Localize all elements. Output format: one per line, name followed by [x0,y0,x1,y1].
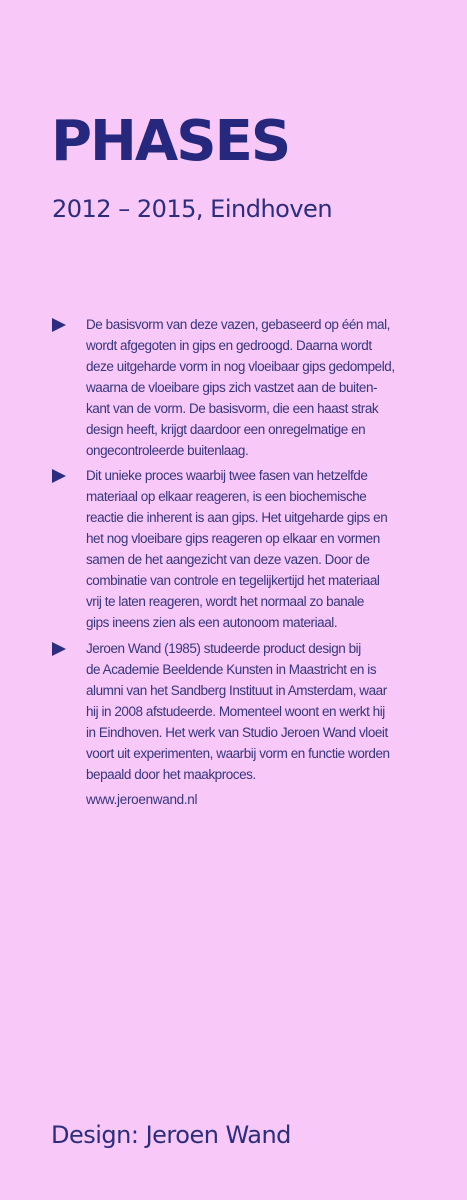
website-link[interactable]: www.jeroenwand.nl [86,792,198,807]
triangle-right-icon [52,642,66,656]
page-title: PHASES [51,109,290,174]
triangle-right-icon [52,469,66,483]
paragraph-text: Dit unieke proces waarbij twee fasen van hetzelfde materiaal op elkaar reageren, is een biochemische reactie die inherent is aan gips. Het uitgeharde gips en het nog vloeibare gips reageren op elkaar en vormen samen de het aangezicht van deze vazen. Door de combinatie van controle en tegelijkertijd het materiaal vrij te laten reageren, wordt het normaal zo banale gips ineens zien als een autonoom materiaal. [86,468,388,630]
page-subtitle: 2012 – 2015, Eindhoven [52,195,333,223]
paragraph-text: Jeroen Wand (1985) studeerde product design bij de Academie Beeldende Kunsten in Maastricht en is alumni van het Sandberg Instituut in Amsterdam, waar hij in 2008 afstudeerde. Momenteel woont en werkt hij in Eindhoven. Het werk van Studio Jeroen Wand vloeit voort uit experimenten, waarbij vorm en functie worden bepaald door het maakproces. [86,641,390,782]
paragraph-text: De basisvorm van deze vazen, gebaseerd op één mal, wordt afgegoten in gips en gedroogd. Daarna wordt deze uitgeharde vorm in nog vloeibaar gips gedompeld, waarna de vloeibare gips zich vastzet aan de buiten- kant van de vorm. De basisvorm, die een haast strak design heeft, krijgt daardoor een onregelmatige en ongecontroleerde buitenlaag. [86,317,395,458]
triangle-right-icon [52,318,66,332]
design-credit: Design: Jeroen Wand [51,1121,291,1149]
